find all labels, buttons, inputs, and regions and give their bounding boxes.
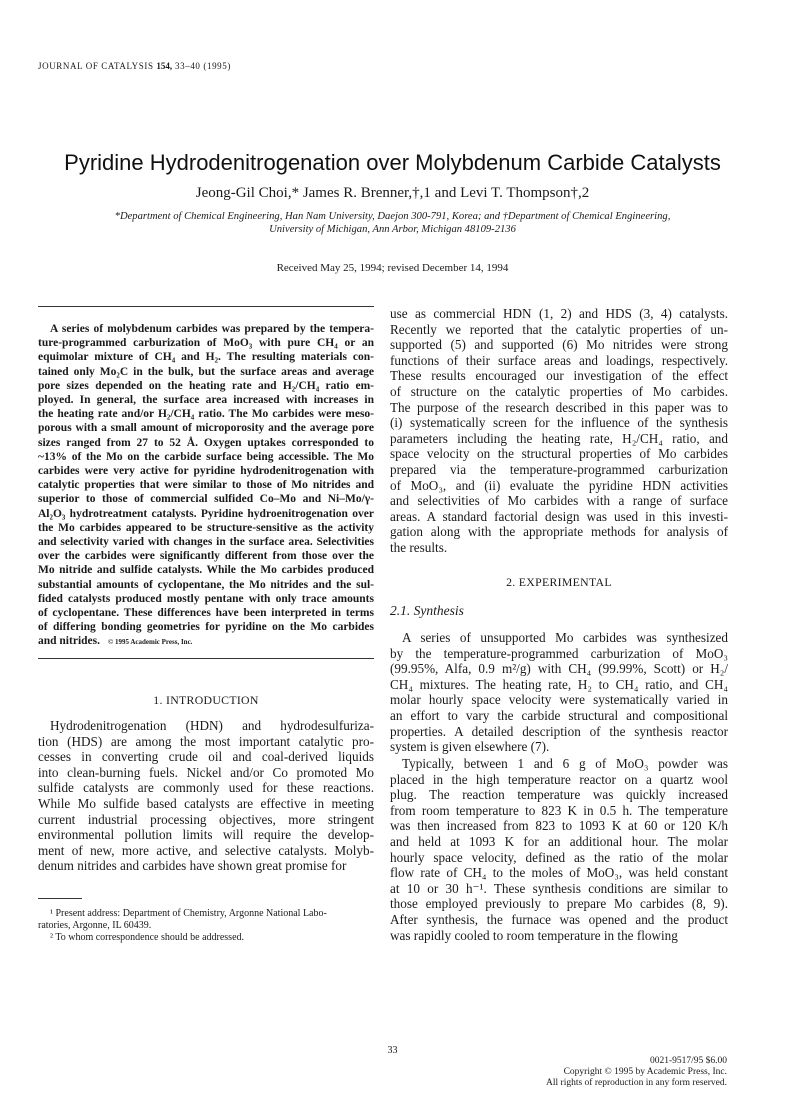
text-line: Mo nitride and sulfide catalysts. While the Mo carbides produced bbox=[38, 564, 374, 577]
text-line: over the carbides were significantly different from those over the bbox=[38, 550, 374, 563]
text-line: While Mo sulfide based catalysts are effective in meeting bbox=[38, 795, 374, 811]
text-line: functions of their surface areas and loadings, respectively. bbox=[390, 352, 728, 368]
footnote-rule bbox=[38, 898, 82, 899]
text-line: the Mo carbides appeared to be structure-sensitive as the activity bbox=[38, 521, 374, 534]
affiliation-line: *Department of Chemical Engineering, Han Nam University, Daejon 300-791, Korea; and †Department of Chemical Engineering, bbox=[114, 211, 671, 222]
text-line: into clean-burning fuels. Nickel and/or Co promoted Mo bbox=[38, 764, 374, 780]
text-line: and selectivity varied with changes in the surface area. Selectivities bbox=[38, 536, 374, 549]
introduction-text-cont bbox=[390, 306, 728, 556]
text-line: denum nitrides and carbides have shown great promise for bbox=[38, 858, 347, 874]
copyright-line: Copyright © 1995 by Academic Press, Inc. bbox=[563, 1067, 727, 1077]
text-line: Al₂O₃ hydrotreatment catalysts. Pyridine hydroenitrogenation over bbox=[38, 507, 374, 520]
text-line: those employed previously to prepare Mo carbides (8, 9). bbox=[390, 896, 728, 912]
text-line: an effort to vary the carbide structural and compositional bbox=[390, 707, 728, 723]
text-line: properties. A detailed description of the synthesis reactor bbox=[390, 723, 728, 739]
footnote-1: ¹ Present address: Department of Chemistry, Argonne National Labo- bbox=[50, 908, 327, 919]
issn-price: 0021-9517/95 $6.00 bbox=[649, 1056, 727, 1066]
text-line: space velocity on the structural properties of Mo carbides bbox=[390, 446, 728, 462]
text-line: (i) systematically screen for the influence of the synthesis bbox=[390, 415, 728, 431]
text-line: The purpose of the research described in this paper was to bbox=[390, 399, 728, 415]
text-line: of cyclopentane. These differences have been interpreted in terms bbox=[38, 607, 374, 620]
text-line: the results. bbox=[390, 539, 448, 555]
experimental-heading: 2. EXPERIMENTAL bbox=[506, 575, 612, 589]
affiliation-line: University of Michigan, Ann Arbor, Michigan 48109-2136 bbox=[269, 224, 516, 235]
text-line: A series of unsupported Mo carbides was synthesized bbox=[402, 630, 728, 645]
footnote-2: ² To whom correspondence should be addressed. bbox=[50, 932, 245, 943]
text-line: superior to those of commercial sulfided Co–Mo and Ni–Mo/γ- bbox=[38, 493, 374, 506]
introduction-text bbox=[38, 718, 374, 874]
text-line: sulfide catalysts are commonly used for these reactions. bbox=[38, 780, 374, 796]
text-line: catalytic properties that were similar to those of Mo nitrides and bbox=[38, 479, 374, 492]
introduction-heading: 1. INTRODUCTION bbox=[153, 693, 259, 707]
text-line: was then increased from 823 to 1093 K at 60 or 120 K/h bbox=[390, 818, 728, 834]
text-line: supported (5) and supported (6) Mo nitrides were strong bbox=[390, 337, 728, 353]
text-line: These results encouraged our investigation of the effect bbox=[390, 368, 728, 384]
text-line: gation along with the appropriate methods for analysis of bbox=[390, 524, 728, 540]
affiliations bbox=[50, 210, 735, 236]
text-line: tion (HDS) are among the most important catalytic pro- bbox=[38, 733, 374, 749]
synthesis-heading: 2.1. Synthesis bbox=[390, 603, 464, 618]
text-line: equimolar mixture of CH₄ and H₂. The resulting materials con- bbox=[38, 351, 374, 364]
page-number: 33 bbox=[387, 1045, 398, 1056]
text-line: was rapidly cooled to room temperature in the flowing bbox=[390, 927, 678, 943]
authors: Jeong-Gil Choi,* James R. Brenner,†,1 and Levi T. Thompson†,2 bbox=[195, 185, 590, 201]
publication-info bbox=[546, 1056, 727, 1089]
text-line: system is given elsewhere (7). bbox=[390, 739, 550, 755]
text-line: hourly space velocity, defined as the ratio of the molar bbox=[390, 849, 728, 865]
journal-header bbox=[38, 61, 231, 71]
text-line: use as commercial HDN (1, 2) and HDS (3, 4) catalysts. bbox=[390, 306, 728, 321]
paper-title: Pyridine Hydrodenitrogenation over Molybdenum Carbide Catalysts bbox=[64, 150, 721, 175]
text-line: Recently we reported that the catalytic properties of un- bbox=[390, 321, 728, 337]
text-line: porous with a small amount of microporosity and the average pore bbox=[38, 422, 374, 435]
text-line: carbides were very active for pyridine hydrodenitrogenation with bbox=[38, 465, 374, 478]
text-line: and held at 1093 K for an additional hour. The molar bbox=[390, 833, 728, 849]
synthesis-paragraph-2 bbox=[390, 756, 728, 943]
text-line: (99.95%, Alfa, 0.9 m²/g) with CH₄ (99.99%, Scott) or H₂/ bbox=[390, 661, 728, 677]
text-line: areas. A standard factorial design was used in this investi- bbox=[390, 508, 728, 524]
abstract-bottom-rule bbox=[38, 658, 374, 659]
rights-line: All rights of reproduction in any form reserved. bbox=[546, 1078, 727, 1088]
footnotes bbox=[38, 908, 374, 944]
text-line: of MoO₃, and (ii) evaluate the pyridine HDN activities bbox=[390, 477, 728, 493]
text-line: sizes ranged from 27 to 52 Å. Oxygen uptakes corresponded to bbox=[38, 436, 374, 449]
received-dates: Received May 25, 1994; revised December 14, 1994 bbox=[276, 262, 509, 274]
text-line: ture-programmed carburization of MoO₃ with pure CH₄ or an bbox=[38, 337, 374, 350]
synthesis-paragraph-1 bbox=[390, 630, 728, 755]
abstract-copyright: © 1995 Academic Press, Inc. bbox=[108, 638, 193, 647]
text-line: fided catalysts produced mostly pentane with only trace amounts bbox=[38, 592, 374, 605]
abstract-top-rule bbox=[38, 306, 374, 307]
abstract bbox=[38, 322, 374, 650]
journal-volume: 154, bbox=[156, 61, 173, 71]
text-line: tained only Mo₂C in the bulk, but the surface areas and average bbox=[38, 365, 374, 378]
text-line: and nitrides. bbox=[38, 635, 100, 648]
journal-pages: 33–40 (1995) bbox=[175, 61, 231, 71]
text-line: ployed. In general, the surface area increased with increases in bbox=[38, 394, 374, 407]
text-line: of differing bonding geometries for pyridine on the Mo carbides bbox=[38, 621, 374, 634]
text-line: at 10 or 30 h⁻¹. These synthesis conditions are similar to bbox=[390, 880, 728, 896]
text-line: cesses in converting crude oil and coal-derived liquids bbox=[38, 749, 374, 765]
text-line: environmental pollution limits will require the develop- bbox=[38, 827, 374, 843]
text-line: of structure on the catalytic properties of Mo carbides. bbox=[390, 383, 728, 399]
text-line: and selectivities of Mo carbides with a range of surface bbox=[390, 493, 728, 509]
text-line: After synthesis, the furnace was opened and the product bbox=[390, 911, 728, 927]
text-line: pore sizes depended on the heating rate and H₂/CH₄ ratio em- bbox=[38, 379, 374, 392]
text-line: A series of molybdenum carbides was prepared by the tempera- bbox=[50, 323, 374, 335]
text-line: the heating rate and/or H₂/CH₄ ratio. The Mo carbides were meso- bbox=[38, 408, 374, 421]
text-line: substantial amounts of cyclopentane, the Mo nitrides and the sul- bbox=[38, 578, 374, 591]
text-line: Hydrodenitrogenation (HDN) and hydrodesulfuriza- bbox=[50, 718, 374, 733]
text-line: by the temperature-programmed carburization of MoO₃ bbox=[390, 645, 728, 661]
text-line: prepared via the temperature-programmed carburization bbox=[390, 461, 728, 477]
footnote-1-cont: ratories, Argonne, IL 60439. bbox=[38, 920, 152, 931]
text-line: flow rate of CH₄ to the moles of MoO₃, was held constant bbox=[390, 865, 728, 881]
text-line: Typically, between 1 and 6 g of MoO₃ powder was bbox=[402, 756, 728, 771]
text-line: current industrial processing objectives, more stringent bbox=[38, 811, 374, 827]
text-line: ~13% of the Mo on the carbide surface being accessible. The Mo bbox=[38, 450, 374, 463]
text-line: ment of new, more active, and selective catalysts. Molyb- bbox=[38, 842, 374, 858]
text-line: parameters including the heating rate, H₂/CH₄ ratio, and bbox=[390, 430, 728, 446]
text-line: molar hourly space velocity were systematically varied in bbox=[390, 692, 728, 708]
text-line: placed in the high temperature reactor on a quartz wool bbox=[390, 771, 728, 787]
text-line: plug. The reaction temperature was quickly increased bbox=[390, 787, 728, 803]
journal-name: JOURNAL OF CATALYSIS bbox=[38, 61, 154, 71]
text-line: CH₄ mixtures. The heating rate, H₂ to CH₄ ratio, and CH₄ bbox=[390, 676, 728, 692]
text-line: from room temperature to 823 K in 0.5 h. The temperature bbox=[390, 802, 728, 818]
